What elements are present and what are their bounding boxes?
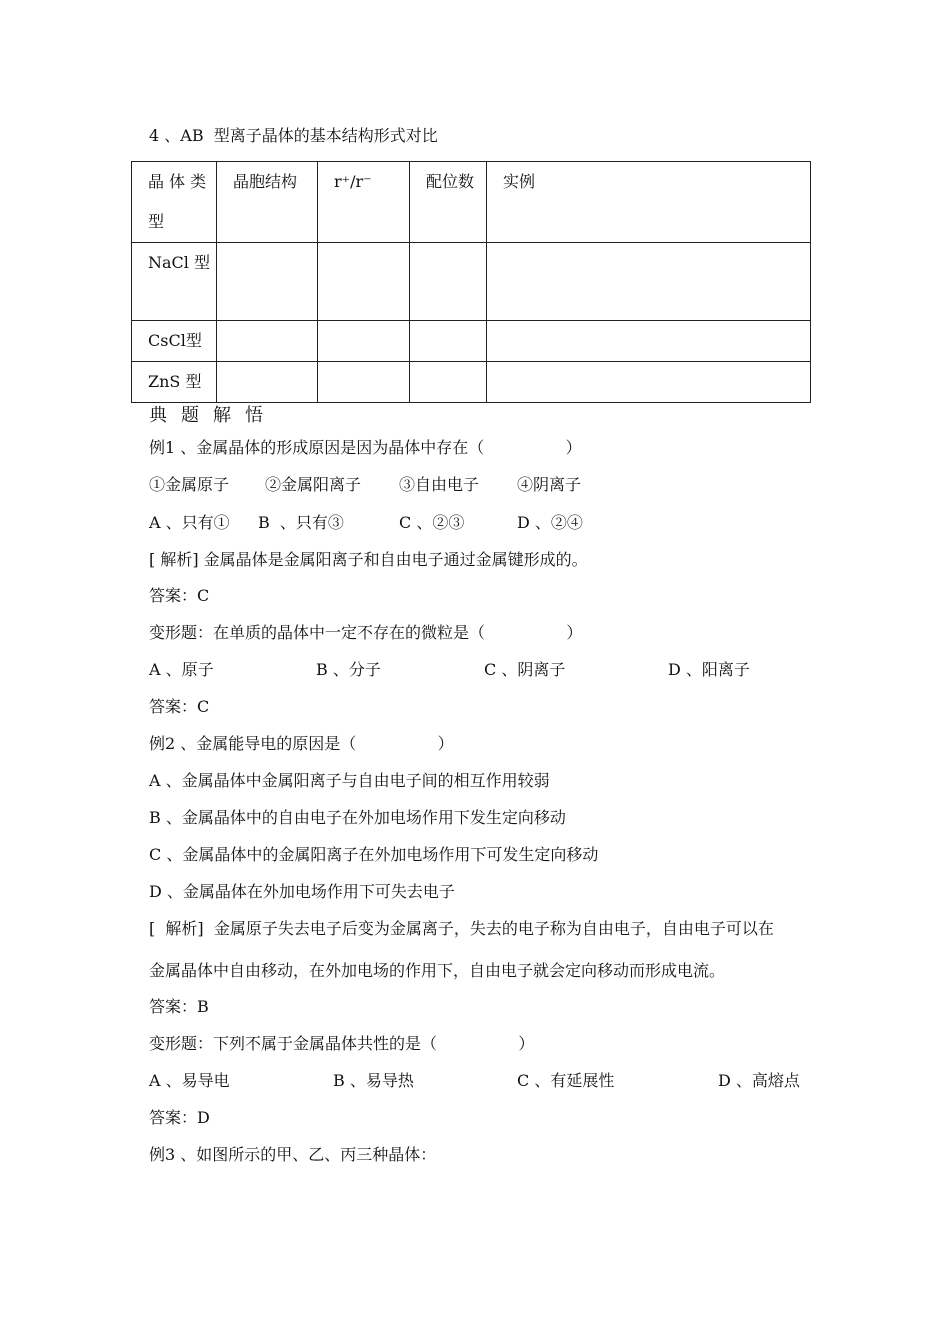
variant-1-option-c: C 、阴离子 xyxy=(484,660,566,679)
table-cell xyxy=(410,243,487,321)
example-1-option-b: B 、只有③ xyxy=(258,513,344,532)
variant-2-option-b: B 、易导热 xyxy=(333,1071,414,1090)
variant-1-option-a: A 、原子 xyxy=(149,660,214,679)
table-cell xyxy=(318,243,410,321)
variant-2-option-c: C 、有延展性 xyxy=(517,1071,615,1090)
table-header-row xyxy=(132,162,811,243)
row-type-zns: ZnS 型 xyxy=(132,362,217,403)
row-type-nacl: NaCl 型 xyxy=(132,243,217,321)
variant-2-option-d: D 、高熔点 xyxy=(718,1071,800,1090)
example-2-analysis-line-1: [ 解析] 金属原子失去电子后变为金属离子，失去的电子称为自由电子，自由电子可以在 xyxy=(149,919,774,938)
variant-1-question: 变形题：在单质的晶体中一定不存在的微粒是（ ） xyxy=(149,623,583,642)
table-cell xyxy=(410,362,487,403)
example-2-option-b: B 、金属晶体中的自由电子在外加电场作用下发生定向移动 xyxy=(149,808,566,827)
table-cell xyxy=(487,362,811,403)
table-cell xyxy=(318,362,410,403)
header-example: 实例 xyxy=(487,162,811,243)
variant-1-option-d: D 、阳离子 xyxy=(668,660,750,679)
example-2-analysis-line-2: 金属晶体中自由移动，在外加电场的作用下，自由电子就会定向移动而形成电流。 xyxy=(149,961,726,980)
section-title: 4 、AB 型离子晶体的基本结构形式对比 xyxy=(149,126,438,145)
example-2-option-c: C 、金属晶体中的金属阳离子在外加电场作用下可发生定向移动 xyxy=(149,845,599,864)
table-cell xyxy=(410,321,487,362)
variant-1-answer: 答案：C xyxy=(149,697,210,716)
header-radius-ratio: r⁺/r⁻ xyxy=(318,162,410,243)
example-2-question: 例2 、金属能导电的原因是（ ） xyxy=(149,734,454,753)
table-cell xyxy=(487,243,811,321)
variant-1-option-b: B 、分子 xyxy=(316,660,381,679)
variant-2-question: 变形题：下列不属于金属晶体共性的是（ ） xyxy=(149,1034,535,1053)
example-2-option-a: A 、金属晶体中金属阳离子与自由电子间的相互作用较弱 xyxy=(149,771,550,790)
example-1-option-d: D 、②④ xyxy=(517,513,583,532)
example-1-option-a: A 、只有① xyxy=(149,513,230,532)
example-2-answer: 答案：B xyxy=(149,997,209,1016)
example-1-question: 例1 、金属晶体的形成原因是因为晶体中存在（ ） xyxy=(149,438,582,457)
example-1-option-c: C 、②③ xyxy=(399,513,465,532)
table-cell xyxy=(217,362,318,403)
example-1-answer: 答案：C xyxy=(149,586,210,605)
variant-2-option-a: A 、易导电 xyxy=(149,1071,230,1090)
header-cell-structure: 晶胞结构 xyxy=(217,162,318,243)
crystal-comparison-table xyxy=(131,161,811,403)
table-row xyxy=(132,362,811,403)
table-cell xyxy=(487,321,811,362)
example-1-item-4: ④阴离子 xyxy=(517,475,582,494)
variant-2-answer: 答案：D xyxy=(149,1108,210,1127)
table-row xyxy=(132,321,811,362)
table-row xyxy=(132,243,811,321)
example-1-item-3: ③自由电子 xyxy=(399,475,480,494)
example-3-question: 例3 、如图所示的甲、乙、丙三种晶体： xyxy=(149,1145,437,1164)
example-1-item-2: ②金属阳离子 xyxy=(265,475,362,494)
header-crystal-type: 晶 体 类 型 xyxy=(132,162,217,243)
table-cell xyxy=(217,243,318,321)
table-cell xyxy=(318,321,410,362)
table-cell xyxy=(217,321,318,362)
row-type-cscl: CsCl型 xyxy=(132,321,217,362)
example-1-item-1: ①金属原子 xyxy=(149,475,230,494)
header-coordination-number: 配位数 xyxy=(410,162,487,243)
section-heading: 典题解悟 xyxy=(149,405,277,426)
example-1-analysis: [ 解析] 金属晶体是金属阳离子和自由电子通过金属键形成的。 xyxy=(149,550,588,569)
example-2-option-d: D 、金属晶体在外加电场作用下可失去电子 xyxy=(149,882,455,901)
